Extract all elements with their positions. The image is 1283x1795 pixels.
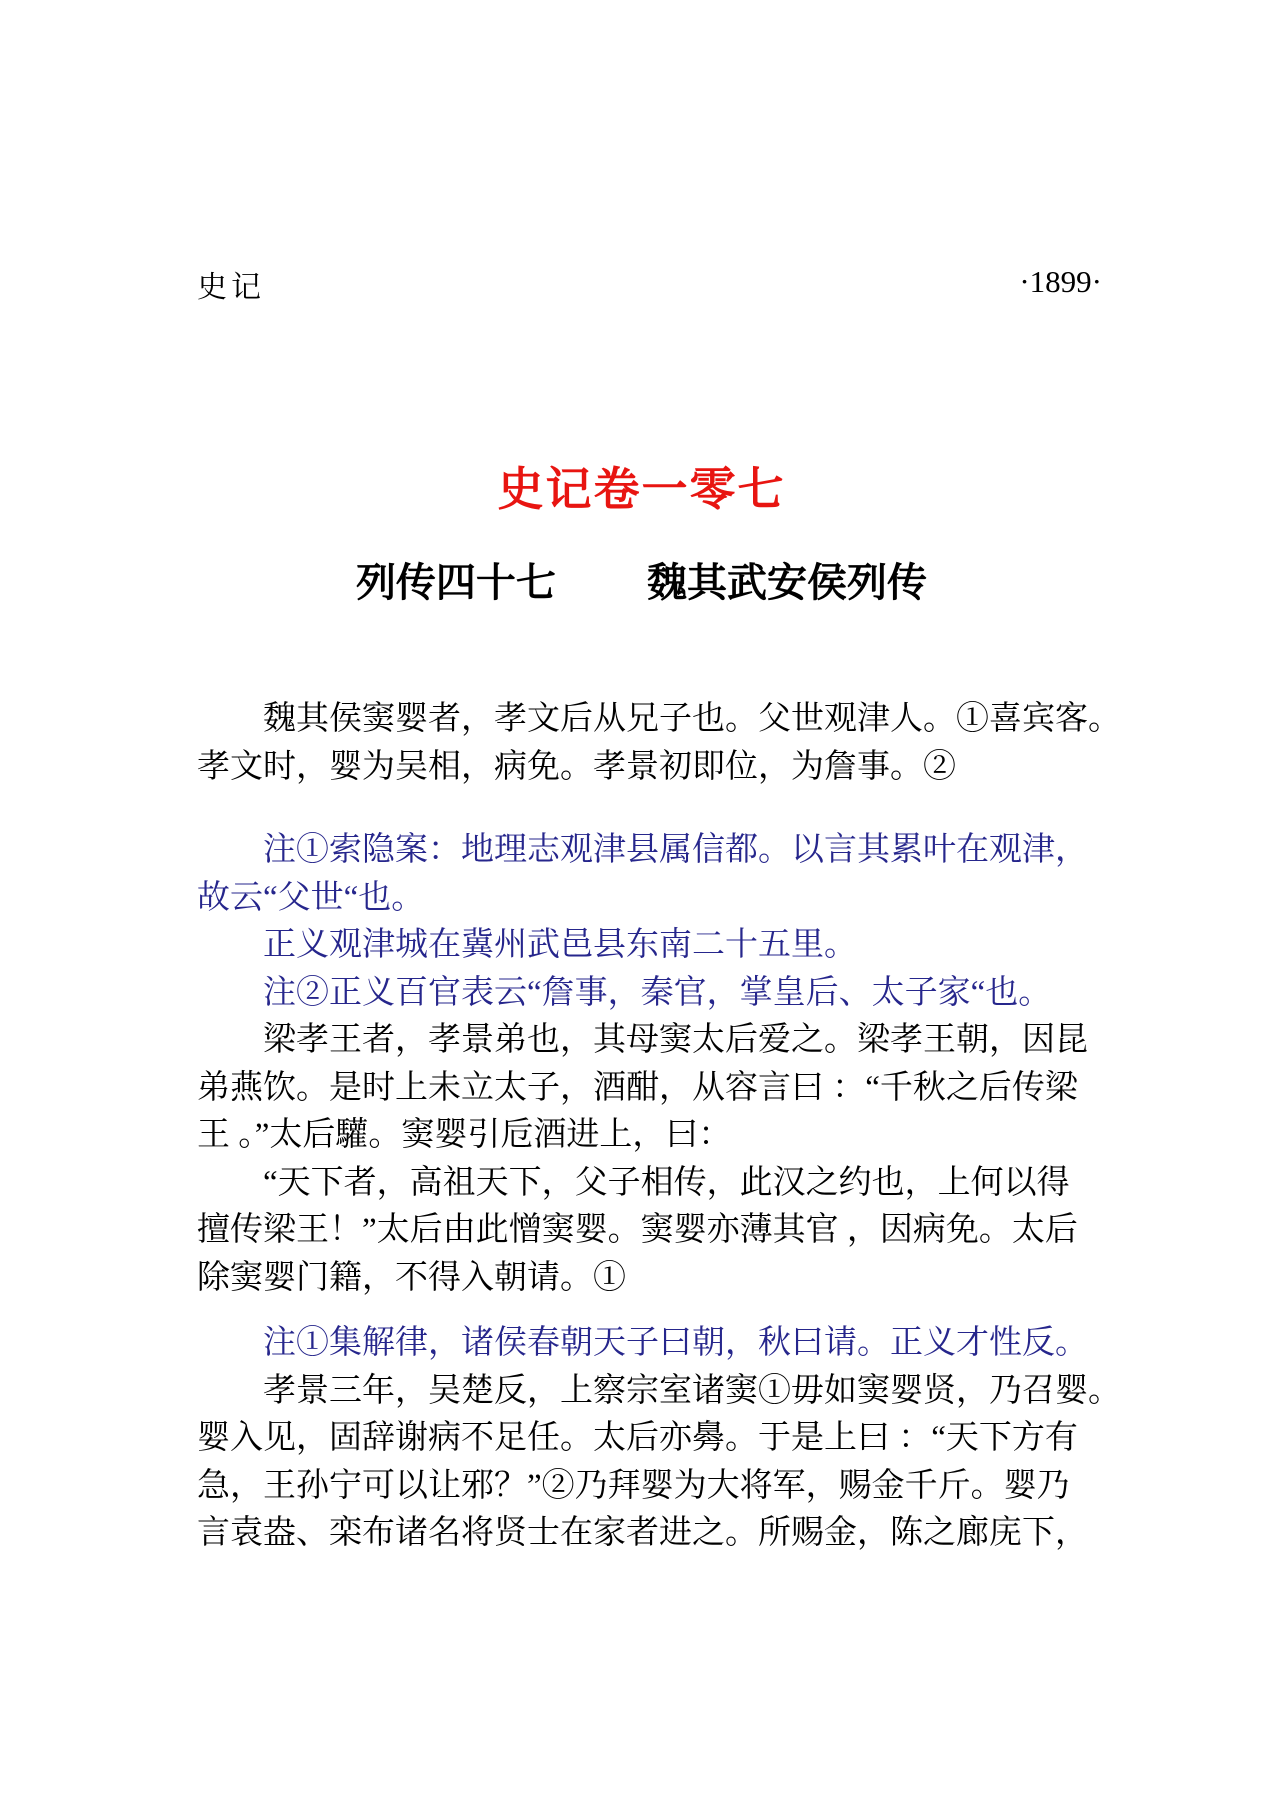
chapter-subtitle — [0, 551, 1283, 608]
body-text — [197, 696, 1122, 1558]
subtitle-liezhuan-number: 列传四十七 — [355, 561, 556, 605]
chapter-title: 史记卷一零七 — [497, 463, 786, 515]
text-line: 魏其侯窦婴者，孝文后从兄子也。父世观津人。①喜宾客。 — [263, 701, 1121, 737]
annotation-line: 注①集解律，诸侯春朝天子曰朝，秋曰请。正义才性反。 — [263, 1325, 1088, 1361]
text-line: 言袁盎、栾布诸名将贤士在家者进之。所赐金，陈之廊庑下， — [197, 1515, 1088, 1551]
annotation-line: 注②正义百官表云“詹事，秦官，掌皇后、太子家“也。 — [263, 974, 1052, 1011]
text-line: 擅传梁王！”太后由此憎窦婴。窦婴亦薄其官 ，因病免。太后 — [197, 1212, 1078, 1248]
text-line: 孝景三年，吴楚反，上察宗室诸窦①毋如窦婴贤，乃召婴。 — [263, 1372, 1121, 1409]
text-line: 梁孝王者，孝景弟也，其母窦太后爱之。梁孝王朝，因昆 — [263, 1022, 1088, 1058]
annotation-line: 正义观津城在冀州武邑县东南二十五里。 — [263, 927, 857, 963]
text-line: 弟燕饮。是时上未立太子，酒酣，从容言曰 ：“千秋之后传梁 — [197, 1069, 1078, 1106]
subtitle-biography-name: 魏其武安侯列传 — [647, 561, 928, 605]
paragraph-spacer — [197, 791, 1122, 827]
text-line: “天下者，高祖天下，父子相传，此汉之约也，上何以得 — [263, 1164, 1070, 1201]
text-line: 婴入见，固辞谢病不足任。太后亦臱。于是上曰 ：“天下方有 — [197, 1420, 1078, 1456]
header-book-title: 史记 — [197, 271, 265, 304]
text-line: 孝文时，婴为吴相，病免。孝景初即位，为詹事。② — [197, 748, 956, 785]
paragraph-spacer — [197, 1302, 1122, 1320]
text-line: 除窦婴门籍，不得入朝请。① — [197, 1259, 626, 1296]
text-line: 王 。”太后驩。窦婴引卮酒进上，曰： — [197, 1117, 732, 1153]
annotation-line: 故云“父世“也。 — [197, 879, 425, 916]
header-page-number: ·1899· — [1019, 264, 1102, 299]
annotation-line: 注①索隐案：地理志观津县属信都。以言其累叶在观津， — [263, 832, 1088, 868]
text-line: 急，王孙宁可以让邪？”②乃拜婴为大将军，赐金千斤。婴乃 — [197, 1467, 1070, 1504]
